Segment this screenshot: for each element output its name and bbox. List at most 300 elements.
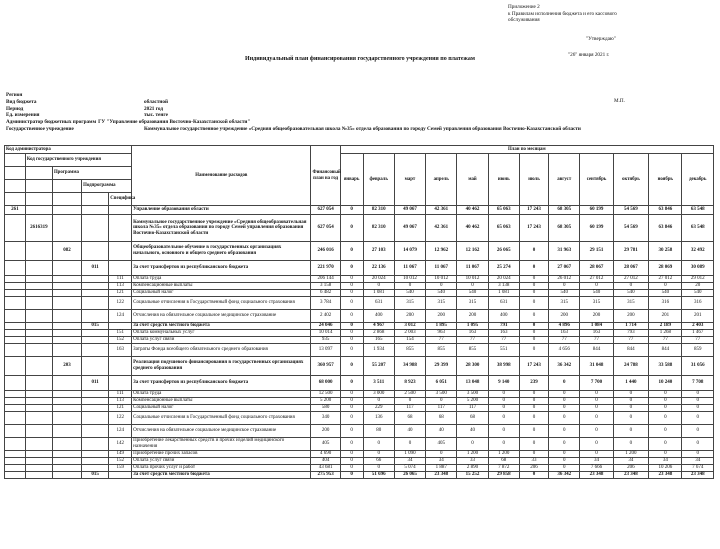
month-value-cell: 0	[649, 425, 682, 438]
header-name: Наименование расходов	[132, 146, 311, 206]
month-value-cell: 23 348	[426, 472, 457, 479]
expense-name-cell: За счет средств местного бюджета	[132, 323, 311, 330]
code-cell-5: 149	[109, 451, 132, 458]
month-value-cell: 4 896	[549, 323, 580, 330]
month-value-cell: 1 200	[613, 451, 648, 458]
code-cell-5: 151	[109, 330, 132, 337]
month-value-cell: 0	[340, 357, 363, 376]
month-value-cell: 0	[519, 405, 548, 412]
month-value-cell: 200	[613, 310, 648, 323]
month-value-cell: 15 252	[457, 472, 488, 479]
expense-name-cell: Оплата услуг связи	[132, 337, 311, 344]
month-value-cell: 68	[457, 412, 488, 425]
month-value-cell: 400	[488, 310, 519, 323]
month-value-cell: 23 348	[682, 472, 714, 479]
month-value-cell: 200	[549, 310, 580, 323]
month-value-cell: 0	[488, 391, 519, 398]
expense-name-cell: Оплата услуг связи	[132, 458, 311, 465]
month-value-cell: 40	[426, 425, 457, 438]
month-value-cell: 0	[549, 465, 580, 472]
table-row	[5, 472, 714, 479]
meta-label: Администратор бюджетных программ	[6, 119, 97, 126]
expense-name-cell: Оплата коммунальных услуг	[132, 330, 311, 337]
annual-total-cell: 5 200	[311, 398, 340, 405]
meta-region	[6, 92, 716, 99]
month-value-cell: 0	[340, 330, 363, 337]
header-month-2: февраль	[363, 154, 394, 206]
meta-value: Коммунальное государственное учреждение «Средняя общеобразовательная школа №35» отдела образования по городу Семей управления образования Восточно-Казахстанской области	[144, 125, 581, 132]
code-cell-3	[52, 458, 81, 465]
month-value-cell: 200	[457, 310, 488, 323]
month-value-cell: 80	[363, 425, 394, 438]
month-value-cell: 405	[426, 438, 457, 451]
month-value-cell: 0	[519, 398, 548, 405]
header-subprogram: Подпрограмма	[82, 180, 132, 193]
month-value-cell: 0	[580, 405, 613, 412]
code-cell-1	[5, 337, 26, 344]
month-value-cell: 163	[549, 330, 580, 337]
code-cell-2	[25, 344, 52, 357]
month-value-cell: 7 708	[682, 376, 714, 391]
month-value-cell: 0	[682, 425, 714, 438]
month-value-cell: 31 048	[580, 357, 613, 376]
month-value-cell: 0	[488, 438, 519, 451]
code-cell-4	[82, 412, 109, 425]
code-cell-2	[25, 412, 52, 425]
table-row	[5, 323, 714, 330]
month-value-cell: 0	[340, 458, 363, 465]
code-cell-3	[52, 391, 81, 398]
annual-total-cell: 935	[311, 337, 340, 344]
month-value-cell: 0	[580, 398, 613, 405]
code-cell-5: 152	[109, 337, 132, 344]
expense-name-cell: Социальные отчисления в Государственный фонд социального страхования	[132, 297, 311, 310]
month-value-cell: 7 700	[580, 376, 613, 391]
month-value-cell: 0	[340, 323, 363, 330]
month-value-cell: 29 399	[426, 357, 457, 376]
month-value-cell: 0	[340, 425, 363, 438]
code-cell-1	[5, 357, 26, 376]
month-value-cell: 77	[682, 337, 714, 344]
header-month-9: сентябрь	[580, 154, 613, 206]
month-value-cell: 844	[613, 344, 648, 357]
code-cell-1	[5, 472, 26, 479]
code-cell-5: 113	[109, 398, 132, 405]
month-value-cell: 0	[549, 398, 580, 405]
code-cell-4	[82, 438, 109, 451]
month-value-cell: 315	[580, 297, 613, 310]
month-value-cell: 117	[394, 405, 425, 412]
month-value-cell: 25 274	[488, 261, 519, 276]
code-cell-4	[82, 276, 109, 283]
month-value-cell: 0	[519, 451, 548, 458]
month-value-cell: 82 310	[363, 206, 394, 215]
month-value-cell: 0	[363, 465, 394, 472]
month-value-cell: 2 868	[363, 330, 394, 337]
month-value-cell: 29 858	[488, 472, 519, 479]
month-value-cell: 0	[649, 412, 682, 425]
table-row	[5, 458, 714, 465]
annual-total-cell: 43 681	[311, 465, 340, 472]
month-value-cell: 791	[488, 323, 519, 330]
month-value-cell: 0	[340, 337, 363, 344]
month-value-cell: 26 012	[549, 276, 580, 283]
month-value-cell: 51 696	[363, 472, 394, 479]
month-value-cell: 0	[340, 283, 363, 290]
month-value-cell: 0	[340, 472, 363, 479]
month-value-cell: 0	[682, 391, 714, 398]
meta-admin	[6, 119, 716, 126]
code-cell-3	[52, 425, 81, 438]
code-cell-4	[82, 391, 109, 398]
month-value-cell: 0	[519, 438, 548, 451]
month-value-cell: 27 012	[613, 276, 648, 283]
month-value-cell: 206	[519, 465, 548, 472]
month-value-cell: 10 012	[426, 276, 457, 283]
code-cell-3	[52, 290, 81, 297]
month-value-cell: 315	[549, 297, 580, 310]
table-header-row-1	[5, 146, 714, 154]
month-value-cell: 0	[682, 398, 714, 405]
month-value-cell: 40 462	[457, 215, 488, 242]
month-value-cell: 154	[394, 337, 425, 344]
code-cell-4	[82, 425, 109, 438]
month-value-cell: 26 065	[488, 242, 519, 261]
code-cell-1	[5, 438, 26, 451]
code-cell-3	[52, 465, 81, 472]
month-value-cell: 0	[519, 261, 548, 276]
month-value-cell: 1 268	[649, 330, 682, 337]
code-cell-5: 122	[109, 412, 132, 425]
code-cell-3	[52, 206, 81, 215]
month-value-cell: 551	[488, 344, 519, 357]
code-cell-3	[52, 376, 81, 391]
month-value-cell: 200	[426, 310, 457, 323]
month-value-cell: 40 462	[457, 206, 488, 215]
month-value-cell: 3 500	[457, 391, 488, 398]
code-cell-5	[109, 472, 132, 479]
month-value-cell: 793	[613, 330, 648, 337]
month-value-cell: 0	[580, 391, 613, 398]
month-value-cell: 77	[649, 337, 682, 344]
month-value-cell: 77	[613, 337, 648, 344]
month-value-cell: 34	[682, 458, 714, 465]
month-value-cell: 0	[340, 465, 363, 472]
month-value-cell: 0	[613, 412, 648, 425]
month-value-cell: 117	[426, 405, 457, 412]
month-value-cell: 65 063	[488, 215, 519, 242]
meta-label: Государственное учреждение	[6, 125, 74, 132]
month-value-cell: 29 781	[613, 242, 648, 261]
month-value-cell: 2 003	[394, 330, 425, 337]
month-value-cell: 10 206	[649, 465, 682, 472]
month-value-cell: 77	[549, 337, 580, 344]
code-cell-4	[82, 398, 109, 405]
month-value-cell: 1 200	[488, 451, 519, 458]
month-value-cell: 24 788	[613, 357, 648, 376]
expense-name-cell: Оплата труда	[132, 276, 311, 283]
expense-name-cell: Отчисления на обязательное социальное медицинское страхование	[132, 310, 311, 323]
code-cell-1	[5, 465, 26, 472]
code-cell-1	[5, 425, 26, 438]
month-value-cell: 0	[519, 337, 548, 344]
document-title: Индивидуальный план финансирования государственного учреждения по платежам	[245, 56, 475, 62]
month-value-cell: 9 140	[488, 376, 519, 391]
code-cell-5: 124	[109, 310, 132, 323]
month-value-cell: 0	[340, 261, 363, 276]
code-cell-5	[109, 215, 132, 242]
code-cell-3	[52, 412, 81, 425]
code-cell-3	[52, 330, 81, 337]
month-value-cell: 63 846	[649, 215, 682, 242]
code-cell-2	[25, 206, 52, 215]
month-value-cell: 55 207	[363, 357, 394, 376]
month-value-cell: 963	[426, 330, 457, 337]
header-month-8: август	[549, 154, 580, 206]
code-cell-3	[52, 337, 81, 344]
table-row	[5, 438, 714, 451]
month-value-cell: 68	[394, 412, 425, 425]
code-cell-5: 113	[109, 283, 132, 290]
expense-name-cell: Затраты Фонда всеобщего обязательного среднего образования	[132, 344, 311, 357]
code-cell-5	[109, 242, 132, 261]
month-value-cell: 0	[394, 283, 425, 290]
meta-label: Вид бюджета	[6, 98, 37, 105]
expense-name-cell: За счет трансфертов из республиканского бюджета	[132, 376, 311, 391]
month-value-cell: 631	[488, 297, 519, 310]
meta-value: 2021 год	[144, 105, 163, 112]
table-row	[5, 405, 714, 412]
table-row	[5, 242, 714, 261]
month-value-cell: 33	[457, 458, 488, 465]
month-value-cell: 20 024	[488, 276, 519, 283]
annual-total-cell: 340	[311, 412, 340, 425]
month-value-cell: 0	[519, 330, 548, 337]
month-value-cell: 0	[649, 405, 682, 412]
annual-total-cell: 24 046	[311, 323, 340, 330]
month-value-cell: 10 012	[457, 276, 488, 283]
header-total: Финансовый план на год	[311, 146, 340, 206]
month-value-cell: 0	[488, 405, 519, 412]
code-cell-4	[82, 344, 109, 357]
month-value-cell: 0	[682, 438, 714, 451]
meta-institution	[6, 126, 716, 133]
table-row	[5, 357, 714, 376]
annual-total-cell: 12 500	[311, 391, 340, 398]
table-row	[5, 310, 714, 323]
month-value-cell: 40	[394, 425, 425, 438]
month-value-cell: 1 200	[457, 451, 488, 458]
code-cell-1	[5, 405, 26, 412]
month-value-cell: 2 890	[457, 465, 488, 472]
meta-label: Ед. измерения	[6, 112, 40, 119]
code-cell-2	[25, 472, 52, 479]
month-value-cell: 66	[363, 458, 394, 465]
table-row	[5, 283, 714, 290]
annual-total-cell: 246 016	[311, 242, 340, 261]
month-value-cell: 28 067	[580, 261, 613, 276]
annual-total-cell: 405	[311, 438, 340, 451]
code-cell-3: 082	[52, 242, 81, 261]
month-value-cell: 0	[682, 412, 714, 425]
month-value-cell: 0	[340, 206, 363, 215]
code-cell-3	[52, 472, 81, 479]
code-cell-1	[5, 242, 26, 261]
month-value-cell: 540	[649, 290, 682, 297]
code-cell-4	[82, 465, 109, 472]
table-row	[5, 290, 714, 297]
month-value-cell: 229	[363, 405, 394, 412]
code-cell-2	[25, 376, 52, 391]
code-cell-2	[25, 465, 52, 472]
month-value-cell: 0	[363, 451, 394, 458]
month-value-cell: 400	[363, 310, 394, 323]
annual-total-cell: 206 144	[311, 276, 340, 283]
code-cell-5: 121	[109, 405, 132, 412]
month-value-cell: 20	[682, 283, 714, 290]
code-cell-1	[5, 310, 26, 323]
month-value-cell: 0	[580, 451, 613, 458]
month-value-cell: 163	[457, 330, 488, 337]
month-value-cell: 540	[457, 290, 488, 297]
month-value-cell: 0	[549, 283, 580, 290]
code-cell-2	[25, 310, 52, 323]
code-cell-1	[5, 451, 26, 458]
annual-total-cell: 627 054	[311, 215, 340, 242]
month-value-cell: 0	[549, 451, 580, 458]
month-value-cell: 201	[649, 310, 682, 323]
month-value-cell: 60 199	[580, 206, 613, 215]
month-value-cell: 0	[649, 391, 682, 398]
meta-value: областной	[144, 98, 168, 105]
month-value-cell: 49 067	[394, 215, 425, 242]
month-value-cell: 163	[488, 330, 519, 337]
annual-total-cell: 68 000	[311, 376, 340, 391]
table-row	[5, 297, 714, 310]
month-value-cell: 4 967	[363, 323, 394, 330]
month-value-cell: 34	[613, 458, 648, 465]
annual-total-cell: 6 482	[311, 290, 340, 297]
month-value-cell: 2 189	[649, 323, 682, 330]
month-value-cell: 10 240	[649, 376, 682, 391]
table-row	[5, 391, 714, 398]
month-value-cell: 0	[340, 297, 363, 310]
code-cell-4	[82, 310, 109, 323]
code-cell-1	[5, 376, 26, 391]
month-value-cell: 0	[649, 451, 682, 458]
month-value-cell: 0	[549, 412, 580, 425]
annual-total-cell: 4 690	[311, 451, 340, 458]
code-cell-5: 121	[109, 290, 132, 297]
month-value-cell: 60 199	[580, 215, 613, 242]
expense-name-cell: Реализация подушевого финансирования в государственных организациях среднего образования	[132, 357, 311, 376]
code-cell-2	[25, 458, 52, 465]
month-value-cell: 0	[649, 283, 682, 290]
month-value-cell: 0	[426, 398, 457, 405]
month-value-cell: 20 024	[363, 276, 394, 283]
month-value-cell: 0	[519, 344, 548, 357]
month-value-cell: 36 342	[549, 357, 580, 376]
month-value-cell: 68 305	[549, 215, 580, 242]
month-value-cell: 23 348	[613, 472, 648, 479]
month-value-cell: 23 348	[580, 472, 613, 479]
month-value-cell: 0	[340, 344, 363, 357]
code-cell-3	[52, 215, 81, 242]
month-value-cell: 27 012	[649, 276, 682, 283]
appendix-line-3: обслуживания	[508, 17, 540, 24]
month-value-cell: 200	[580, 310, 613, 323]
header-month-6: июнь	[488, 154, 519, 206]
expense-name-cell: Социальный налог	[132, 290, 311, 297]
month-value-cell: 1 090	[394, 451, 425, 458]
month-value-cell: 34 988	[394, 357, 425, 376]
code-cell-5	[109, 376, 132, 391]
code-cell-5: 111	[109, 391, 132, 398]
month-value-cell: 0	[519, 290, 548, 297]
month-value-cell: 29 151	[580, 242, 613, 261]
month-value-cell: 0	[519, 425, 548, 438]
code-cell-4	[82, 297, 109, 310]
month-value-cell: 28 067	[613, 261, 648, 276]
code-cell-4: 015	[82, 472, 109, 479]
annual-total-cell: 200	[311, 425, 340, 438]
month-value-cell: 27 067	[549, 261, 580, 276]
month-value-cell: 38 998	[488, 357, 519, 376]
code-cell-1	[5, 276, 26, 283]
month-value-cell: 855	[394, 344, 425, 357]
table-row	[5, 206, 714, 215]
month-value-cell: 0	[340, 438, 363, 451]
month-value-cell: 0	[488, 412, 519, 425]
month-value-cell: 0	[613, 391, 648, 398]
header-month-4: апрель	[426, 154, 457, 206]
code-cell-2	[25, 451, 52, 458]
month-value-cell: 3 500	[426, 391, 457, 398]
code-cell-3	[52, 405, 81, 412]
month-value-cell: 2 403	[682, 323, 714, 330]
code-cell-3	[52, 297, 81, 310]
annual-total-cell: 275 953	[311, 472, 340, 479]
month-value-cell: 33 588	[649, 357, 682, 376]
code-cell-1	[5, 412, 26, 425]
header-fg-code: Код государственного учреждения	[25, 154, 131, 167]
expense-name-cell: За счет средств местного бюджета	[132, 472, 311, 479]
month-value-cell: 200	[394, 310, 425, 323]
meta-label: Период	[6, 105, 24, 112]
table-row	[5, 276, 714, 283]
month-value-cell: 82 310	[363, 215, 394, 242]
month-value-cell: 28 069	[649, 261, 682, 276]
month-value-cell: 0	[549, 438, 580, 451]
month-value-cell: 0	[363, 398, 394, 405]
appendix-line-2: к Правилам исполнения бюджета и его кассового	[508, 10, 617, 17]
month-value-cell: 42 361	[426, 206, 457, 215]
code-cell-2: 2616319	[25, 215, 52, 242]
month-value-cell: 11 067	[426, 261, 457, 276]
month-value-cell: 11 067	[457, 261, 488, 276]
annual-total-cell: 580	[311, 405, 340, 412]
month-value-cell: 0	[580, 438, 613, 451]
header-program: Программа	[52, 167, 131, 180]
code-cell-3	[52, 438, 81, 451]
code-cell-3: 203	[52, 357, 81, 376]
month-value-cell: 1 095	[457, 323, 488, 330]
month-value-cell: 28 300	[457, 357, 488, 376]
month-value-cell: 34	[394, 458, 425, 465]
code-cell-3	[52, 310, 81, 323]
month-value-cell: 0	[649, 398, 682, 405]
month-value-cell: 17 243	[519, 357, 548, 376]
